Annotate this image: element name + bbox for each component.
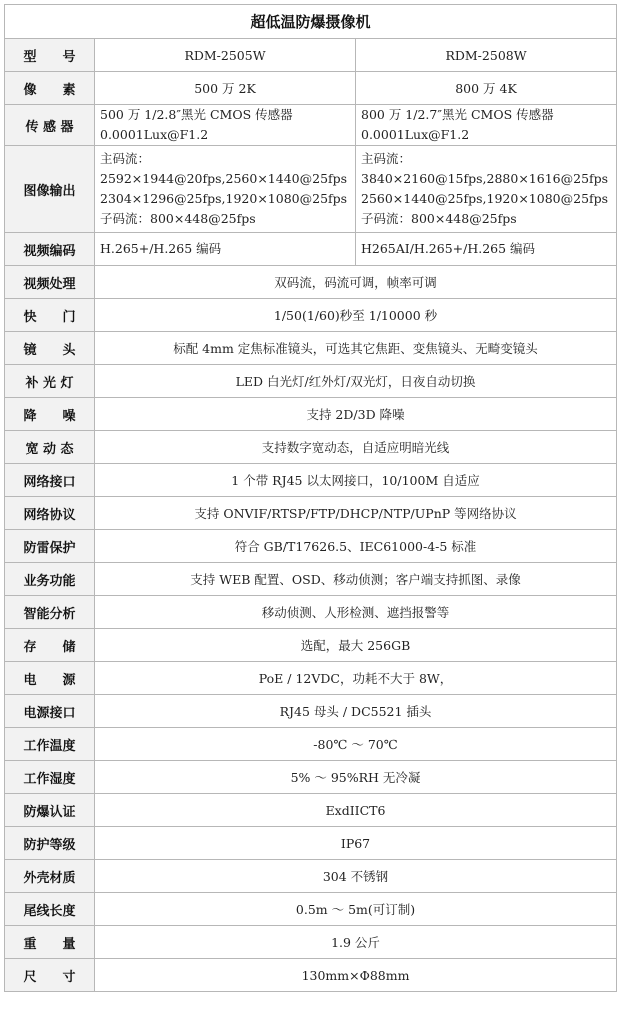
row-label: 网络接口 xyxy=(5,464,95,497)
sensor-line: 800 万 1/2.7″黑光 CMOS 传感器 xyxy=(361,107,554,122)
row-value: 1.9 公斤 xyxy=(95,926,617,959)
row-value: ExdIICT6 xyxy=(95,794,617,827)
row-label: 智能分析 xyxy=(5,596,95,629)
video-encoding-value-2: H265AI/H.265+/H.265 编码 xyxy=(356,233,617,266)
row-value: 选配，最大 256GB xyxy=(95,629,617,662)
row-label: 外壳材质 xyxy=(5,860,95,893)
video-encoding-value-1: H.265+/H.265 编码 xyxy=(95,233,356,266)
image-output-line: 2304×1296@25fps,1920×1080@25fps xyxy=(100,191,348,206)
spec-row xyxy=(5,530,617,563)
row-value: 支持数字宽动态，自适应明暗光线 xyxy=(95,431,617,464)
spec-row xyxy=(5,827,617,860)
spec-row-image-output xyxy=(5,146,617,233)
row-value: RJ45 母头 / DC5521 插头 xyxy=(95,695,617,728)
pixels-value-2: 800 万 4K xyxy=(356,72,617,105)
spec-row xyxy=(5,563,617,596)
row-label: 视频编码 xyxy=(5,233,95,266)
row-value: 标配 4mm 定焦标准镜头，可选其它焦距、变焦镜头、无畸变镜头 xyxy=(95,332,617,365)
spec-table xyxy=(4,4,617,992)
row-value: 双码流，码流可调，帧率可调 xyxy=(95,266,617,299)
row-value: 130mm×Φ88mm xyxy=(95,959,617,992)
row-value: 移动侦测、人形检测、遮挡报警等 xyxy=(95,596,617,629)
spec-row-sensor xyxy=(5,105,617,146)
row-value: PoE / 12VDC，功耗不大于 8W， xyxy=(95,662,617,695)
spec-row xyxy=(5,299,617,332)
row-label: 电源接口 xyxy=(5,695,95,728)
row-label: 防雷保护 xyxy=(5,530,95,563)
image-output-line: 主码流： xyxy=(100,151,151,166)
row-label: 重 量 xyxy=(5,926,95,959)
title-row xyxy=(5,5,617,39)
spec-row-video-encoding xyxy=(5,233,617,266)
row-value: IP67 xyxy=(95,827,617,860)
table-title: 超低温防爆摄像机 xyxy=(5,5,617,39)
row-label: 尾线长度 xyxy=(5,893,95,926)
spec-row xyxy=(5,794,617,827)
spec-row xyxy=(5,431,617,464)
row-label: 尺 寸 xyxy=(5,959,95,992)
spec-row xyxy=(5,266,617,299)
spec-row xyxy=(5,497,617,530)
spec-row xyxy=(5,464,617,497)
row-value: 1/50(1/60)秒至 1/10000 秒 xyxy=(95,299,617,332)
sensor-value-1 xyxy=(95,105,356,146)
row-label: 防护等级 xyxy=(5,827,95,860)
row-value: 1 个带 RJ45 以太网接口，10/100M 自适应 xyxy=(95,464,617,497)
image-output-line: 2592×1944@20fps,2560×1440@25fps xyxy=(100,171,348,186)
row-label: 快 门 xyxy=(5,299,95,332)
spec-row xyxy=(5,629,617,662)
row-value: 304 不锈钢 xyxy=(95,860,617,893)
row-value: 0.5m ～ 5m(可订制) xyxy=(95,893,617,926)
spec-row xyxy=(5,860,617,893)
sensor-value-2 xyxy=(356,105,617,146)
spec-row-pixels xyxy=(5,72,617,105)
spec-row xyxy=(5,926,617,959)
row-label: 传 感 器 xyxy=(5,105,95,146)
row-label: 工作温度 xyxy=(5,728,95,761)
spec-row-model xyxy=(5,39,617,72)
row-label: 存 储 xyxy=(5,629,95,662)
image-output-value-2 xyxy=(356,146,617,233)
spec-row xyxy=(5,332,617,365)
sensor-line: 0.0001Lux@F1.2 xyxy=(361,127,470,142)
spec-row xyxy=(5,662,617,695)
image-output-line: 子码流：800×448@25fps xyxy=(100,211,256,226)
spec-row xyxy=(5,728,617,761)
row-value: 5% ～ 95%RH 无冷凝 xyxy=(95,761,617,794)
sensor-line: 500 万 1/2.8″黑光 CMOS 传感器 xyxy=(100,107,293,122)
spec-row xyxy=(5,761,617,794)
image-output-line: 2560×1440@25fps,1920×1080@25fps xyxy=(361,191,609,206)
row-label: 业务功能 xyxy=(5,563,95,596)
row-label: 工作湿度 xyxy=(5,761,95,794)
spec-sheet xyxy=(4,4,616,992)
row-label: 防爆认证 xyxy=(5,794,95,827)
image-output-line: 3840×2160@15fps,2880×1616@25fps xyxy=(361,171,609,186)
row-label: 型 号 xyxy=(5,39,95,72)
spec-row xyxy=(5,596,617,629)
model-value-2: RDM-2508W xyxy=(356,39,617,72)
row-label: 降 噪 xyxy=(5,398,95,431)
row-label: 宽 动 态 xyxy=(5,431,95,464)
row-label: 电 源 xyxy=(5,662,95,695)
row-label: 网络协议 xyxy=(5,497,95,530)
row-value: -80℃ ～ 70℃ xyxy=(95,728,617,761)
row-label: 图像输出 xyxy=(5,146,95,233)
spec-row xyxy=(5,365,617,398)
row-label: 视频处理 xyxy=(5,266,95,299)
sensor-line: 0.0001Lux@F1.2 xyxy=(100,127,209,142)
image-output-line: 主码流： xyxy=(361,151,412,166)
row-label: 补 光 灯 xyxy=(5,365,95,398)
row-value: 支持 ONVIF/RTSP/FTP/DHCP/NTP/UPnP 等网络协议 xyxy=(95,497,617,530)
spec-row xyxy=(5,893,617,926)
image-output-value-1 xyxy=(95,146,356,233)
spec-row xyxy=(5,398,617,431)
row-value: 支持 WEB 配置、OSD、移动侦测；客户端支持抓图、录像 xyxy=(95,563,617,596)
spec-row xyxy=(5,695,617,728)
row-label: 像 素 xyxy=(5,72,95,105)
row-label: 镜 头 xyxy=(5,332,95,365)
model-value-1: RDM-2505W xyxy=(95,39,356,72)
spec-row xyxy=(5,959,617,992)
row-value: LED 白光灯/红外灯/双光灯，日夜自动切换 xyxy=(95,365,617,398)
image-output-line: 子码流：800×448@25fps xyxy=(361,211,517,226)
row-value: 符合 GB/T17626.5、IEC61000-4-5 标准 xyxy=(95,530,617,563)
row-value: 支持 2D/3D 降噪 xyxy=(95,398,617,431)
pixels-value-1: 500 万 2K xyxy=(95,72,356,105)
